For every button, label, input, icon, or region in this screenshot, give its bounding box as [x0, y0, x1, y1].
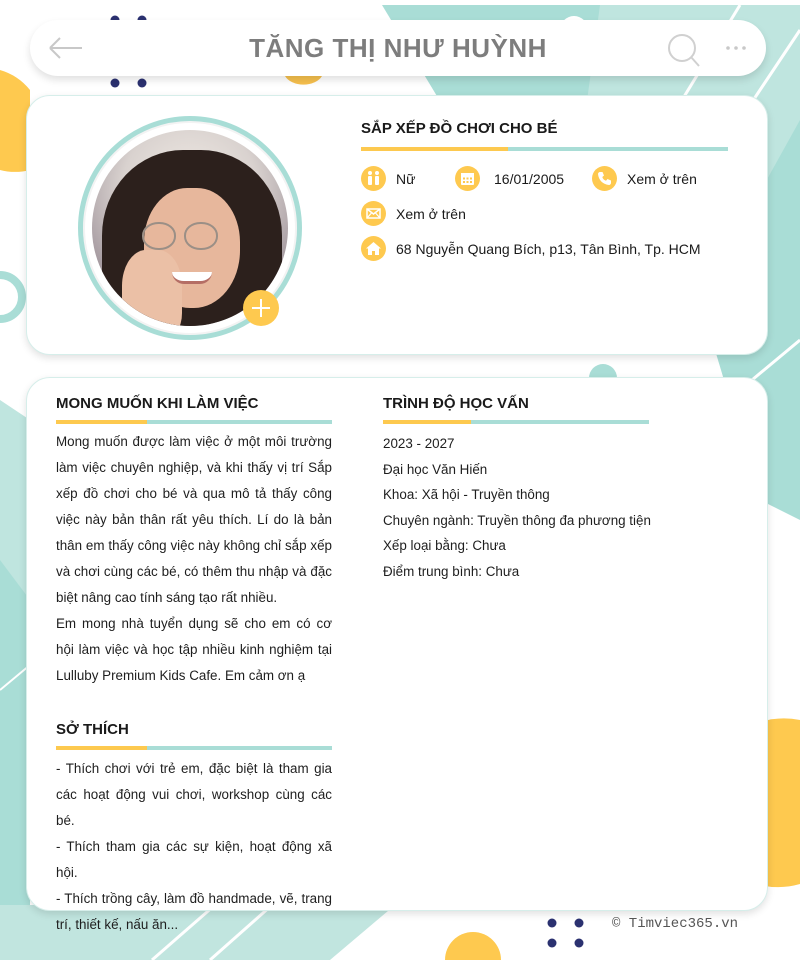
gender-value: Nữ	[396, 170, 416, 187]
add-photo-button[interactable]	[243, 290, 279, 326]
education-gpa: Điểm trung bình: Chưa	[383, 563, 520, 579]
page-title: TĂNG THỊ NHƯ HUỲNH	[249, 33, 547, 63]
phone-icon	[592, 166, 617, 191]
more-options-icon[interactable]	[724, 40, 748, 56]
copyright-text: © Timviec365.vn	[612, 916, 739, 932]
address-value: 68 Nguyễn Quang Bích, p13, Tân Bình, Tp. HCM	[396, 240, 701, 257]
hobby-item: - Thích trồng cây, làm đồ handmade, vẽ, trang trí, thiết kế, nấu ăn...	[56, 891, 332, 932]
education-school: Đại học Văn Hiến	[383, 461, 488, 477]
mail-icon	[361, 201, 386, 226]
education-grade: Xếp loại bằng: Chưa	[383, 538, 506, 553]
education-title: TRÌNH ĐỘ HỌC VẤN	[383, 395, 529, 412]
top-bar	[30, 20, 766, 76]
objective-paragraph: Em mong nhà tuyển dụng sẽ cho em có cơ hội làm việc và học tập nhiều kinh nghiệm tại Lulluby Premium Kids Cafe. Em cảm ơn ạ	[56, 616, 332, 683]
objective-paragraph: Mong muốn được làm việc ở một môi trường làm việc chuyên nghiệp, và khi thấy vị trí Sắp xếp đồ chơi cho bé và qua mô tả thấy công việc này bản thân rất yêu thích. Lí do là bản thân em thấy công việc này không chỉ sắp xếp và chơi cùng các bé, có thêm thu nhập và đặc biệt nâng cao tính sáng tạo rất nhiều.	[56, 434, 332, 605]
hobby-item: - Thích chơi với trẻ em, đặc biệt là tham gia các hoạt động vui chơi, workshop cùng các bé.	[56, 761, 332, 828]
objective-text	[56, 429, 332, 689]
divider-bar	[56, 420, 332, 424]
birthday-info	[455, 166, 564, 191]
search-icon[interactable]	[666, 32, 702, 68]
gender-icon	[361, 166, 386, 191]
education-faculty: Khoa: Xã hội - Truyền thông	[383, 487, 550, 502]
hobby-item: - Thích tham gia các sự kiện, hoạt động xã hội.	[56, 839, 332, 880]
phone-info	[592, 166, 697, 191]
education-details	[383, 431, 651, 584]
hobbies-list	[56, 756, 332, 938]
email-value: Xem ở trên	[396, 205, 466, 222]
birthday-value: 16/01/2005	[494, 170, 565, 187]
home-icon	[361, 236, 386, 261]
divider-bar	[383, 420, 649, 424]
calendar-icon	[455, 166, 480, 191]
profile-card	[26, 95, 768, 355]
education-period: 2023 - 2027	[383, 436, 455, 451]
gender-info	[361, 166, 415, 191]
divider-bar	[56, 746, 332, 750]
education-major: Chuyên ngành: Truyền thông đa phương tiện	[383, 512, 651, 528]
phone-value: Xem ở trên	[627, 170, 697, 187]
divider-bar	[361, 147, 728, 151]
email-info	[361, 201, 466, 226]
objective-title: MONG MUỐN KHI LÀM VIỆC	[56, 395, 259, 412]
hobbies-title: SỞ THÍCH	[56, 721, 129, 738]
address-info	[361, 236, 701, 261]
job-title: SẮP XẾP ĐỒ CHƠI CHO BÉ	[361, 120, 558, 137]
